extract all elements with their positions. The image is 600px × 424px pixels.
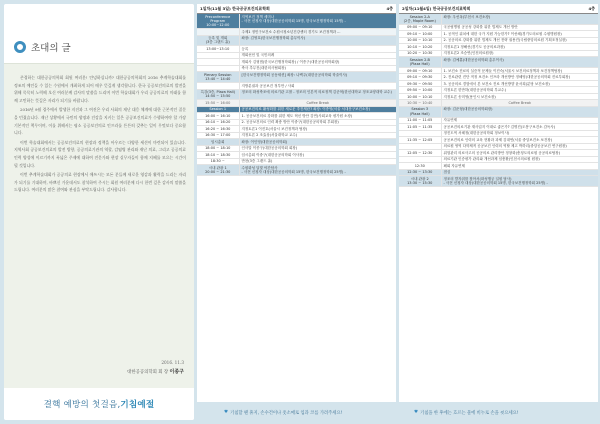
schedule-item: 위험관리 의료사고의 공공의료 관리방안 정창화(충청도의료원 공공의료팀장) xyxy=(441,150,598,156)
invitation-paragraph: 2016년 9월 경주에서 발생한 지진과 그 여진은 우리 사회의 재난 대응 체계에 대한 근본적인 질문을 던졌습니다. 재난 상황에서 국민의 생명과 건강을 지키는 일은 공공보건의료가 수행하여야 할 가장 기본적인 책무이며, 이를 위해서는 평소 공공보건의료 인프라를 튼튼히 갖추는 일이 무엇보다 중요합니다. xyxy=(14,107,186,136)
schedule-item: 공공보건의료 인력의 교육 현황과 과제 김대연(서울 중앙보건소 보건장) xyxy=(441,137,598,143)
day2-title: 2일차(11월4일) 한국공공보건의료학회 xyxy=(402,5,471,11)
schedule-item: 좌장: 김영호(한국보건행정학회 총무이사) xyxy=(239,35,396,46)
schedule-time: 임시총회 xyxy=(197,139,239,145)
hygiene-tip-right xyxy=(414,405,600,420)
schedule-item: 지정토론 송미영(용인시 보건소장) xyxy=(441,93,598,99)
schedule-time: 시내 관광 2 13:30 ~ 15:30 xyxy=(399,176,441,187)
schedule-row xyxy=(197,35,396,46)
day1-title: 1일차(11월 3일) 한국공공보건의료학회 xyxy=(200,5,270,11)
schedule-item: 인사말 이종구(대한공공의학회 회장) xyxy=(239,145,396,151)
schedule-row xyxy=(197,72,396,83)
schedule-item: 정조의 발자취를 찾아서(화성행궁 일원 답사) - 사전 신청자 대상(대한공공의학회 15명, 한국보건행정학회 25명) - xyxy=(441,176,598,187)
schedule-time: 18:30 ~ xyxy=(197,158,239,164)
schedule-item: 지정토론1 이진호(서울시 보건정책과 팀장) xyxy=(239,126,396,132)
heart-icon: ♥ xyxy=(414,410,419,415)
schedule-row xyxy=(197,14,396,29)
schedule-time: 18:00 ~ 18:10 xyxy=(197,145,239,151)
schedule-time: Preconference Program 10:00~12:00 xyxy=(197,14,239,29)
schedule-item: 점심 xyxy=(441,169,598,175)
schedule-time: 10:00 ~ 10:10 xyxy=(399,37,441,43)
day1-table xyxy=(197,14,396,176)
schedule-time: Session 1 xyxy=(197,106,239,112)
invitation-header xyxy=(4,4,194,64)
schedule-item: 지정토론1 정해선(경기도 공공의료과장) xyxy=(441,44,598,50)
schedule-time: 09:10 ~ 09:30 xyxy=(399,74,441,80)
schedule-item: 지정토론2 조승연(인천의료원장) xyxy=(441,50,598,56)
invitation-paragraph: 이번 추계학술대회가 공공의료 현장에서 애쓰시는 모든 분들께 새로운 영감과 활력을 드리는 자리가 되기를 기대하며, 바쁘신 가운데서도 참석하여 주시는 회원 여러분께 다시 한번 깊은 감사의 말씀을 드립니다. 여러분의 많은 참여와 관심을 부탁드립니다. 감사합니다. xyxy=(14,172,186,193)
day1-floor: 4층 xyxy=(386,5,393,11)
schedule-row xyxy=(197,165,396,176)
schedule-item: 국공립병원 공공성 강화를 위한 법제도 개선 방안 xyxy=(441,24,598,30)
slogan-emphasis: 기침예절 xyxy=(120,400,155,410)
schedule-time: 등록 및 개회 (3층 그랜드 홀) xyxy=(197,35,239,46)
schedule-time: Session 3 (Plaza Hall) xyxy=(399,106,441,117)
schedule-item: 정진도역 서혜정(대한공공의학회 정보이사) xyxy=(441,130,598,136)
day2-header xyxy=(399,4,598,14)
schedule-item: 좌장: 이인영(대한공공의학회) xyxy=(239,139,396,145)
schedule-time: 12:30 ~ 13:30 xyxy=(399,169,441,175)
hygiene-tip-left xyxy=(224,405,424,420)
schedule-item: 축사 추무진(대한의사협회장) xyxy=(239,65,396,71)
schedule-item: 좌장: 우선옥(부천시 보건소장) xyxy=(441,14,598,24)
schedule-time: 11:05 ~ 11:35 xyxy=(399,124,441,130)
schedule-time: 09:00 ~ 09:10 xyxy=(399,24,441,30)
day2-table xyxy=(399,14,598,187)
schedule-item: 수원화성 달빛 야간답사 - 사전 신청자 대상(대한공공의학회 15명, 한국보건행정학회 25명) - xyxy=(239,165,396,176)
signer-name: 이종구 xyxy=(169,369,184,375)
schedule-item: 2. 공공보건의료 인력 확충 방안 이중구(대한공공의학회 부회장) xyxy=(239,119,396,125)
schedule-item: 공공보건의료 활성화를 위한 새로운 추진체란? 좌장: 이종영(서울 서대문구보건소장) xyxy=(239,106,396,112)
schedule-row xyxy=(399,176,598,187)
day2-program xyxy=(399,4,598,402)
invitation-signature xyxy=(4,368,184,375)
schedule-item: 좌장: 김준형(대한공공의학회장) xyxy=(441,106,598,117)
schedule-row xyxy=(197,89,396,100)
schedule-time: 09:30 ~ 09:50 xyxy=(399,80,441,86)
schedule-time: 13:00~13:10 xyxy=(197,46,239,52)
schedule-time: 09:00 ~ 09:10 xyxy=(399,67,441,73)
invitation-date: 2016. 11.3 xyxy=(161,360,184,365)
hygiene-tip-left-text: 기침할 땐 휴지, 손수건이나 옷소매로 입과 코를 가려주세요! xyxy=(230,410,343,416)
schedule-row xyxy=(399,57,598,68)
hygiene-tip-right-text: 기침을 한 후에는 흐르는 물에 비누로 손을 씻으세요! xyxy=(420,410,519,416)
invitation-body xyxy=(14,74,186,196)
schedule-item: 개회사 김형범(한국보건행정학회장) / 이종구(대한공공의학회장) xyxy=(239,59,396,65)
schedule-time: 16:20 ~ 16:30 xyxy=(197,126,239,132)
schedule-item: 2. 공공의료 강화를 위한 법제도 개선 전략 권용진(국립중앙의료원 기획조정실장) xyxy=(441,37,598,43)
schedule-time: 10:10 ~ 10:20 xyxy=(399,44,441,50)
schedule-item: Coffee Break xyxy=(239,100,396,106)
schedule-time: 특강(3층, Plaza Hall) 14:50 ~ 15:50 xyxy=(197,89,239,100)
day1-header xyxy=(197,4,396,14)
heart-icon: ♥ xyxy=(224,410,229,415)
schedule-time: 16:30 ~ 17:00 xyxy=(197,132,239,138)
schedule-item: 공공보건의료기관 재사업지 이대로 좋은가? 김명진(도봉구보건소 감독사) xyxy=(441,124,598,130)
schedule-time: 16:10 ~ 16:20 xyxy=(197,119,239,125)
schedule-item: 의료기관 인증평가 관리와 개선과제 임충환(인천시의료원 원장) xyxy=(441,156,598,162)
schedule-item: 임시총회 이중구(대한공공의학회 이사장) xyxy=(239,152,396,158)
schedule-item: 1. 공적인 위치에 대한 국가 지원 가능한가? 이선혜(경기도의료원 수원병원장) xyxy=(441,31,598,37)
schedule-item: 지정토론 한만하(대한공공의학회 부교수) xyxy=(441,87,598,93)
schedule-item: 지방분권과 공공보건 정부만 / 사회 xyxy=(239,83,396,89)
schedule-item: 만찬(3층 그랜드 홀) xyxy=(239,158,396,164)
invitation-paragraph: 존경하는 대한공공의학회 회원 여러분! 안녕하십니까? 대한공공의학회의 2016 추계학술대회를 정조의 예인들 수 있는 수원에서 개최하게 되어 매우 뜻깊게 생각합니다. 한국 공공보건의료의 발전을 위해 묵묵히 노력해 오신 여러분께 감사의 말씀을 드리며 이번 학술대회가 우리 공공의료의 미래를 함께 고민하는 뜻깊은 자리가 되기를 바랍니다. xyxy=(14,75,186,103)
schedule-time: 11:35 ~ 12:05 xyxy=(399,137,441,143)
invitation-panel xyxy=(4,4,194,420)
schedule-time: 16:00 ~ 16:10 xyxy=(197,113,239,119)
schedule-time: 18:10 ~ 18:30 xyxy=(197,152,239,158)
schedule-time: 10:00 ~ 10:10 xyxy=(399,93,441,99)
slogan-text: 결핵 예방의 첫걸음, xyxy=(43,400,121,410)
schedule-item: 주제1 정민구보건소 수원시청소년건강센터 경기도 보건정책과 ... xyxy=(239,29,396,35)
schedule-time: 10:20 ~ 10:30 xyxy=(399,50,441,56)
schedule-item: 등록 xyxy=(239,46,396,52)
schedule-item: 1. 공공보건의료 강화를 위한 제도 혁신 방안 김연(사회교육 평가원 소장) xyxy=(239,113,396,119)
invitation-title xyxy=(14,40,71,54)
invitation-paragraph: 이번 학술대회에서는 공공보건의료의 현장과 정책을 아우르는 다양한 세션이 마련되어 있습니다. 지역사회 공공보건의료의 발전 방향, 공공의료기관의 역할, 감염병 관리와 재난 의료, 그리고 공공의료 인력 양성에 이르기까지 폭넓은 주제에 대하여 전문가와 현장 실무자들이 함께 지혜를 모으는 시간이 될 것입니다. xyxy=(14,139,186,168)
schedule-item: 정조의 화성축조에 의료기관 고찰 - 정조의 인본적 의료정책 김준혁(한신대학교 정조교양대학 교수) xyxy=(239,89,396,100)
schedule-item: 1. 보건소 진료의 실증적 문제들 이진숙(서울시 보건의료정책과 보건정책팀장) xyxy=(441,67,598,73)
schedule-time: 12:30 xyxy=(399,163,441,169)
schedule-item: 의료원 영역 다학제적 공공보건 인력의 역할 제고 박하리(중앙공공보건 연구원장) xyxy=(441,143,598,149)
schedule-time: Session 2-A (2층, Maple Room) xyxy=(399,14,441,24)
schedule-time: 09:50 ~ 10:00 xyxy=(399,87,441,93)
invitation-title-text: 초대의 글 xyxy=(31,43,71,54)
schedule-item: Coffee Break xyxy=(441,100,598,106)
day2-floor: 4층 xyxy=(588,5,595,11)
schedule-row xyxy=(399,14,598,24)
schedule-item: 지정토론 2 조효상(서울대학교 교수) xyxy=(239,132,396,138)
schedule-time: Session 2-B (Plaza Hall) xyxy=(399,57,441,68)
schedule-time: 시내 관광 1 20:00 ~ 21:30 xyxy=(197,165,239,176)
schedule-item: 좌장: 김예훈(대한공공의학회 총무이사) xyxy=(441,57,598,68)
day1-program xyxy=(197,4,396,402)
schedule-time: 09:10 ~ 10:00 xyxy=(399,31,441,37)
schedule-item: 3. 공공의료 경험에서 본 보건소 진료 개선방향 윤서희(분당 보건소장) xyxy=(441,80,598,86)
schedule-item: 2. 진료관련 진단 적정 보건소 인프라 개선방안 정혜영(대한공공의학회 진료부회장) xyxy=(441,74,598,80)
schedule-time: Plenary Session 13:40 ~ 14:40 xyxy=(197,72,239,83)
schedule-time: 12:05 ~ 12:30 xyxy=(399,150,441,156)
schedule-item: 지역보건 정책 세미나 - 사전 신청자 대상(대한공공의학회 15명, 한국보건행정학회 15명) - xyxy=(239,14,396,29)
schedule-item: 자유연제 xyxy=(441,117,598,123)
schedule-item: 개회선언 및 국민의례 xyxy=(239,52,396,58)
schedule-row xyxy=(399,106,598,117)
schedule-item: [한국보건행정학회 공동세션] 좌장: 나백주(대한공공의학회 학술이사) xyxy=(239,72,396,83)
slogan-banner xyxy=(4,388,194,420)
schedule-time: 10:30 ~ 10:40 xyxy=(399,100,441,106)
circle-icon xyxy=(14,41,26,53)
schedule-item: 폐회 자유연제 xyxy=(441,163,598,169)
schedule-time: 11:00 ~ 11:05 xyxy=(399,117,441,123)
schedule-time: 15:50 ~ 16:00 xyxy=(197,100,239,106)
signer-prefix: 대한공공의학회 회 장 xyxy=(127,370,169,375)
